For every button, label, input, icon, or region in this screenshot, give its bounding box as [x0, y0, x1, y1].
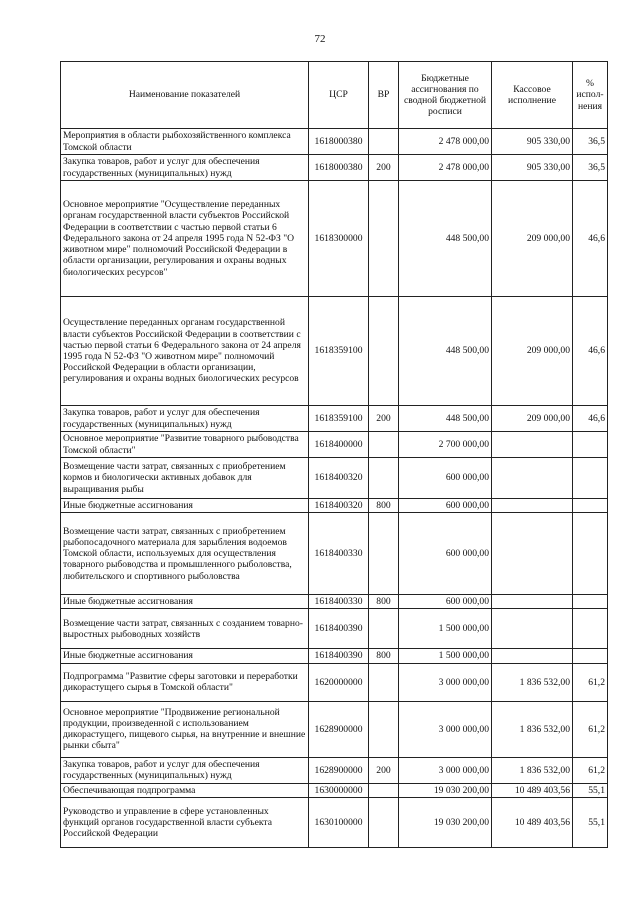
- row-name: Возмещение части затрат, связанных с приобретением кормов и биологически активных добавок для выращивания рыбы: [61, 458, 309, 499]
- row-pct: 55,1: [573, 783, 608, 797]
- table-row: [61, 595, 608, 609]
- header-csr: ЦСР: [309, 62, 369, 129]
- row-pct: [573, 649, 608, 663]
- row-vr: [369, 432, 399, 458]
- table-row: [61, 701, 608, 757]
- row-budget: 1 500 000,00: [399, 609, 492, 649]
- row-cash: 209 000,00: [492, 181, 573, 297]
- row-csr: 1618400330: [309, 513, 369, 595]
- row-pct: [573, 513, 608, 595]
- table-header-row: [61, 62, 608, 129]
- row-csr: 1618400390: [309, 649, 369, 663]
- row-csr: 1618400330: [309, 595, 369, 609]
- header-cash: Кассовое исполнение: [492, 62, 573, 129]
- row-vr: [369, 513, 399, 595]
- row-budget: 3 000 000,00: [399, 701, 492, 757]
- row-pct: 61,2: [573, 757, 608, 783]
- row-csr: 1618400320: [309, 458, 369, 499]
- row-name: Руководство и управление в сфере установленных функций органов государственной власти субъекта Российской Федерации: [61, 797, 309, 847]
- row-name: Основное мероприятие "Осуществление переданных органам государственной власти субъектов Российской Федерации в соответствии с частью первой статьи 6 Федерального закона от 24 апреля 1995 года N 52-ФЗ "О животном мире" полномочий Российской Федерации в области организации, регулирования и охраны водных биологических ресурсов": [61, 181, 309, 297]
- row-cash: [492, 609, 573, 649]
- row-cash: [492, 513, 573, 595]
- row-csr: 1618359100: [309, 406, 369, 432]
- row-vr: 800: [369, 649, 399, 663]
- row-budget: 600 000,00: [399, 499, 492, 513]
- row-budget: 448 500,00: [399, 297, 492, 406]
- row-vr: 800: [369, 499, 399, 513]
- row-csr: 1618000380: [309, 129, 369, 155]
- row-cash: [492, 432, 573, 458]
- row-cash: 209 000,00: [492, 297, 573, 406]
- row-cash: [492, 499, 573, 513]
- row-budget: 1 500 000,00: [399, 649, 492, 663]
- table-row: [61, 663, 608, 701]
- row-vr: [369, 797, 399, 847]
- row-vr: 200: [369, 155, 399, 181]
- row-budget: 600 000,00: [399, 513, 492, 595]
- table-row: [61, 297, 608, 406]
- row-vr: [369, 783, 399, 797]
- row-name: Основное мероприятие "Продвижение региональной продукции, произведенной с использованием дикорастущего, пищевого сырья, на внутренние и внешние рынки сбыта": [61, 701, 309, 757]
- row-vr: [369, 663, 399, 701]
- row-budget: 2 478 000,00: [399, 129, 492, 155]
- row-pct: 46,6: [573, 406, 608, 432]
- row-cash: 905 330,00: [492, 129, 573, 155]
- row-csr: 1618300000: [309, 181, 369, 297]
- table-row: [61, 609, 608, 649]
- row-cash: [492, 649, 573, 663]
- row-name: Закупка товаров, работ и услуг для обеспечения государственных (муниципальных) нужд: [61, 406, 309, 432]
- row-budget: 3 000 000,00: [399, 757, 492, 783]
- table-row: [61, 797, 608, 847]
- row-csr: 1618400000: [309, 432, 369, 458]
- row-pct: 46,6: [573, 297, 608, 406]
- table-row: [61, 757, 608, 783]
- row-csr: 1628900000: [309, 701, 369, 757]
- header-vr: ВР: [369, 62, 399, 129]
- row-name: Иные бюджетные ассигнования: [61, 595, 309, 609]
- row-budget: 448 500,00: [399, 406, 492, 432]
- row-name: Закупка товаров, работ и услуг для обеспечения государственных (муниципальных) нужд: [61, 757, 309, 783]
- table-row: [61, 406, 608, 432]
- row-pct: 55,1: [573, 797, 608, 847]
- row-pct: 61,2: [573, 663, 608, 701]
- table-row: [61, 649, 608, 663]
- row-name: Возмещение части затрат, связанных с приобретением рыбопосадочного материала для зарыбления водоемов Томской области, используемых для осуществления товарного рыбоводства и промышленного рыболовства, любительского и спортивного рыболовства: [61, 513, 309, 595]
- table-row: [61, 155, 608, 181]
- row-pct: [573, 499, 608, 513]
- row-vr: [369, 458, 399, 499]
- row-pct: [573, 432, 608, 458]
- row-cash: [492, 458, 573, 499]
- table-row: [61, 181, 608, 297]
- table-row: [61, 783, 608, 797]
- row-budget: 448 500,00: [399, 181, 492, 297]
- row-vr: 800: [369, 595, 399, 609]
- row-csr: 1630100000: [309, 797, 369, 847]
- row-name: Мероприятия в области рыбохозяйственного комплекса Томской области: [61, 129, 309, 155]
- row-name: Иные бюджетные ассигнования: [61, 499, 309, 513]
- row-budget: 19 030 200,00: [399, 783, 492, 797]
- row-vr: [369, 609, 399, 649]
- row-cash: 10 489 403,56: [492, 797, 573, 847]
- row-pct: [573, 595, 608, 609]
- row-pct: 61,2: [573, 701, 608, 757]
- row-name: Подпрограмма "Развитие сферы заготовки и переработки дикорастущего сырья в Томской области": [61, 663, 309, 701]
- row-vr: [369, 701, 399, 757]
- row-budget: 19 030 200,00: [399, 797, 492, 847]
- page-number: 72: [314, 33, 326, 45]
- row-name: Осуществление переданных органам государственной власти субъектов Российской Федерации в соответствии с частью первой статьи 6 Федерального закона от 24 апреля 1995 года N 52-ФЗ "О животном мире" полномочий Российской Федерации в области организации, регулирования и охраны водных биологических ресурсов: [61, 297, 309, 406]
- row-pct: 36,5: [573, 129, 608, 155]
- row-pct: 46,6: [573, 181, 608, 297]
- row-pct: [573, 458, 608, 499]
- row-vr: 200: [369, 406, 399, 432]
- row-vr: [369, 181, 399, 297]
- row-cash: 1 836 532,00: [492, 663, 573, 701]
- table-row: [61, 458, 608, 499]
- row-cash: 10 489 403,56: [492, 783, 573, 797]
- table-row: [61, 513, 608, 595]
- row-pct: [573, 609, 608, 649]
- row-vr: [369, 297, 399, 406]
- row-name: Возмещение части затрат, связанных с созданием товарно-выростных рыбоводных хозяйств: [61, 609, 309, 649]
- row-cash: 905 330,00: [492, 155, 573, 181]
- row-cash: 209 000,00: [492, 406, 573, 432]
- row-name: Обеспечивающая подпрограмма: [61, 783, 309, 797]
- row-budget: 2 700 000,00: [399, 432, 492, 458]
- row-csr: 1618400320: [309, 499, 369, 513]
- header-name: Наименование показателей: [61, 62, 309, 129]
- row-vr: [369, 129, 399, 155]
- header-pct: % испол-нения: [573, 62, 608, 129]
- row-budget: 2 478 000,00: [399, 155, 492, 181]
- budget-table: [60, 61, 608, 848]
- row-vr: 200: [369, 757, 399, 783]
- row-name: Основное мероприятие "Развитие товарного рыбоводства Томской области": [61, 432, 309, 458]
- row-cash: 1 836 532,00: [492, 757, 573, 783]
- row-name: Иные бюджетные ассигнования: [61, 649, 309, 663]
- row-csr: 1618000380: [309, 155, 369, 181]
- row-name: Закупка товаров, работ и услуг для обеспечения государственных (муниципальных) нужд: [61, 155, 309, 181]
- row-cash: [492, 595, 573, 609]
- row-csr: 1618359100: [309, 297, 369, 406]
- row-pct: 36,5: [573, 155, 608, 181]
- table-row: [61, 432, 608, 458]
- row-cash: 1 836 532,00: [492, 701, 573, 757]
- header-budget: Бюджетные ассигнования по сводной бюджетной росписи: [399, 62, 492, 129]
- row-budget: 3 000 000,00: [399, 663, 492, 701]
- row-budget: 600 000,00: [399, 458, 492, 499]
- row-csr: 1630000000: [309, 783, 369, 797]
- table-row: [61, 499, 608, 513]
- row-csr: 1620000000: [309, 663, 369, 701]
- row-budget: 600 000,00: [399, 595, 492, 609]
- row-csr: 1628900000: [309, 757, 369, 783]
- row-csr: 1618400390: [309, 609, 369, 649]
- table-row: [61, 129, 608, 155]
